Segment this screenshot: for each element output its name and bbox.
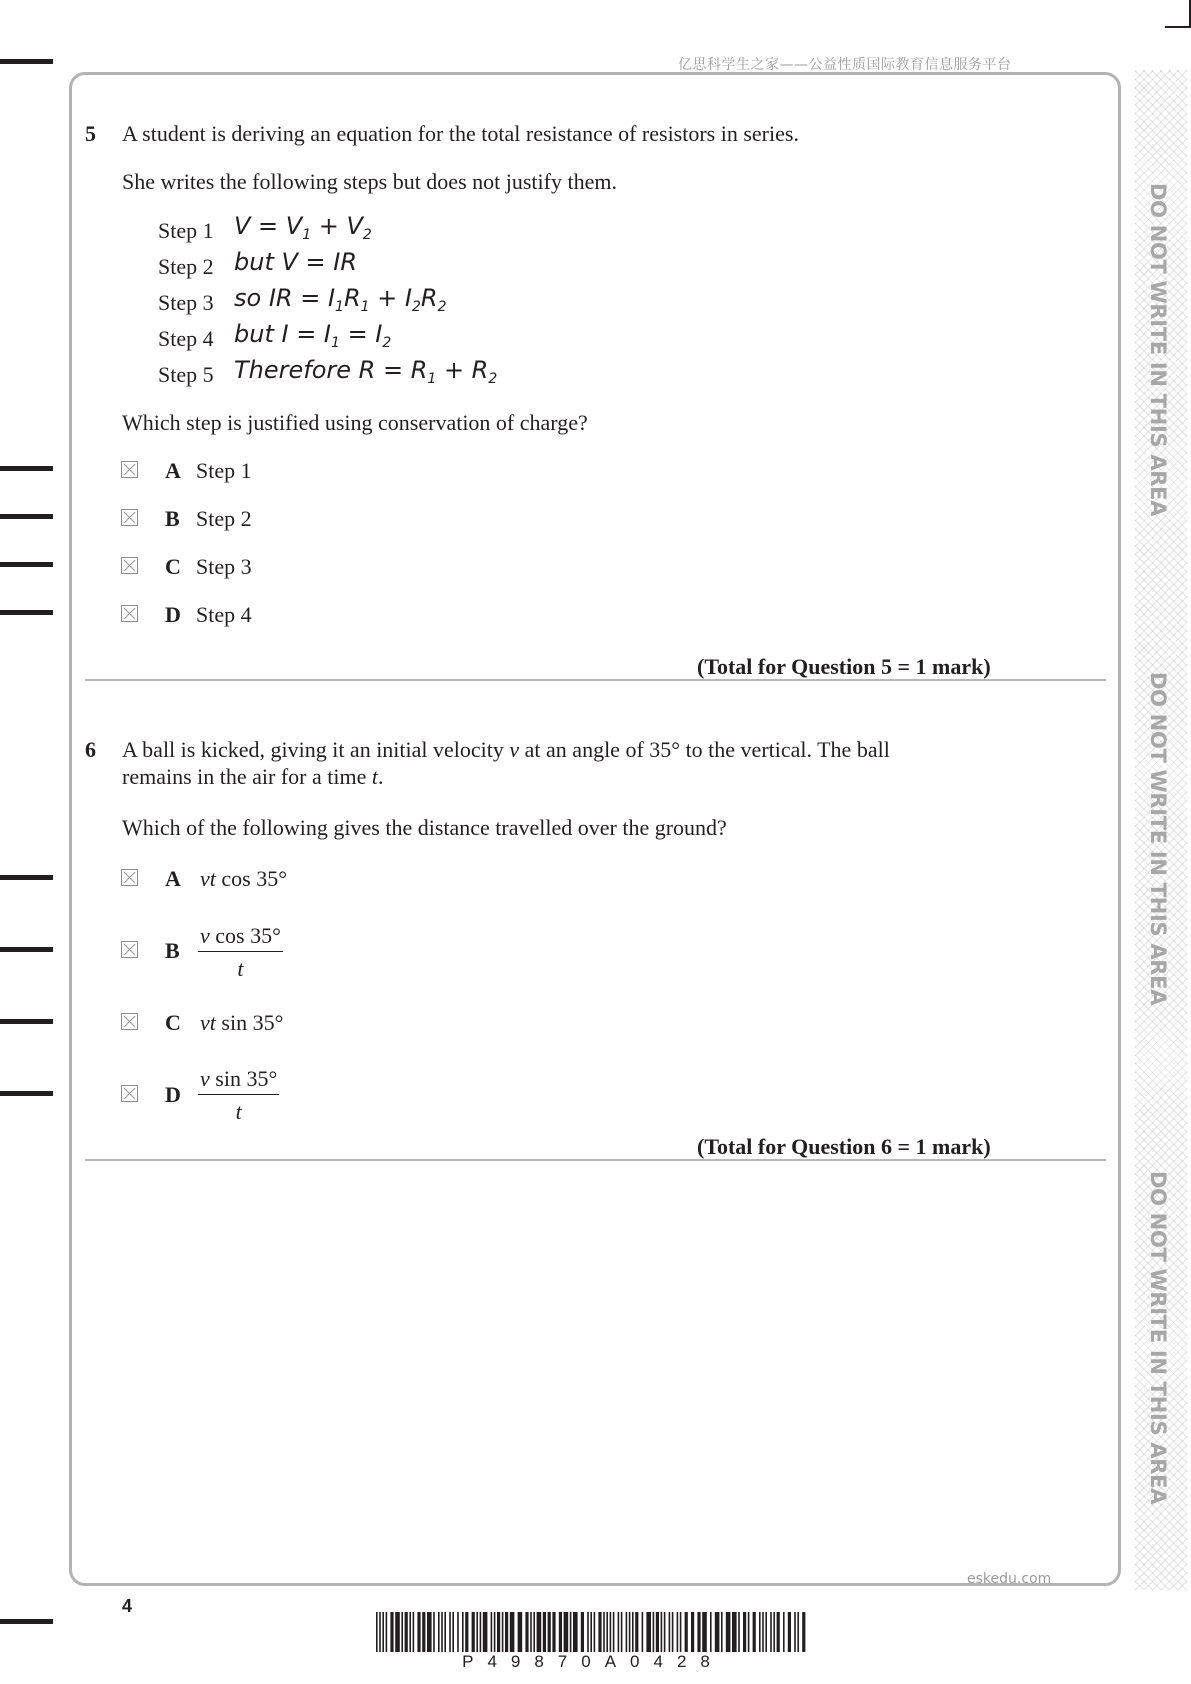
question-6-question: Which of the following gives the distance travelled over the ground?: [122, 815, 727, 840]
crop-mark: [0, 1619, 53, 1624]
question-5-intro: She writes the following steps but does not justify them.: [122, 169, 617, 194]
crop-mark: [0, 610, 53, 615]
cross-icon: [122, 510, 137, 525]
cross-icon: [122, 1086, 137, 1101]
option-c-letter: C: [165, 554, 181, 579]
header-note: 亿思科学生之家——公益性质国际教育信息服务平台: [678, 57, 1012, 73]
cross-icon: [122, 942, 137, 957]
crop-corner-horizontal: [1165, 26, 1191, 28]
question-5-total: (Total for Question 5 = 1 mark): [697, 654, 991, 679]
divider: [85, 1159, 1106, 1161]
question-6-prompt-line-1: A ball is kicked, giving it an initial velocity v at an angle of 35° to the vertical. The ball: [122, 737, 890, 762]
fraction-denominator: t: [235, 1099, 242, 1124]
option-d-letter: D: [165, 602, 181, 627]
crop-mark: [0, 1019, 53, 1024]
option-b-letter: B: [165, 506, 180, 531]
question-5-question: Which step is justified using conservation of charge?: [122, 410, 588, 435]
watermark: eskedu.com: [967, 1571, 1052, 1587]
option-a-checkbox[interactable]: [121, 869, 138, 886]
step-1-label: Step 1: [158, 218, 214, 243]
barcode-text: P49870A0428: [462, 1652, 724, 1671]
option-a-checkbox[interactable]: [121, 461, 138, 478]
crop-mark: [0, 562, 53, 567]
option-a-text: Step 1: [196, 458, 252, 483]
crop-mark: [0, 875, 53, 880]
question-5-prompt: A student is deriving an equation for the total resistance of resistors in series.: [122, 121, 799, 146]
option-d-letter: D: [165, 1082, 181, 1107]
option-b-checkbox[interactable]: [121, 941, 138, 958]
step-3-equation: so IR = $I_1R_1 + I_2R_2$: [234, 284, 447, 315]
question-5-number: 5: [85, 121, 96, 146]
step-2-equation: but V = IR: [234, 248, 358, 276]
option-c-text: Step 3: [196, 554, 252, 579]
option-c-checkbox[interactable]: [121, 1013, 138, 1030]
option-b-fraction: [198, 923, 283, 982]
step-4-equation: but $I = I_1 = I_2$: [234, 320, 392, 351]
option-d-fraction: [198, 1066, 279, 1125]
side-warning-text: DO NOT WRITE IN THIS AREA: [1146, 672, 1170, 1006]
step-5-label: Step 5: [158, 362, 214, 387]
cross-icon: [122, 1014, 137, 1029]
option-a-letter: A: [165, 458, 181, 483]
crop-mark: [0, 514, 53, 519]
option-d-checkbox[interactable]: [121, 1085, 138, 1102]
step-1-equation: $V = V_1 + V_2$: [234, 212, 372, 243]
question-6-number: 6: [85, 737, 96, 762]
side-warning-text: DO NOT WRITE IN THIS AREA: [1146, 1171, 1170, 1505]
option-c-expression: vt sin 35°: [200, 1010, 284, 1035]
step-4-label: Step 4: [158, 326, 214, 351]
option-d-checkbox[interactable]: [121, 605, 138, 622]
option-b-checkbox[interactable]: [121, 509, 138, 526]
cross-icon: [122, 558, 137, 573]
option-c-letter: C: [165, 1010, 181, 1035]
page-number: 4: [122, 1596, 133, 1616]
cross-icon: [122, 462, 137, 477]
option-b-letter: B: [165, 938, 180, 963]
option-a-expression: vt cos 35°: [200, 866, 288, 891]
question-6-total: (Total for Question 6 = 1 mark): [697, 1134, 991, 1159]
step-5-equation: Therefore $R = R_1 + R_2$: [234, 356, 498, 387]
crop-mark: [0, 466, 53, 471]
fraction-numerator: v sin 35°: [198, 1066, 279, 1095]
side-warning-text: DO NOT WRITE IN THIS AREA: [1146, 183, 1170, 517]
option-d-text: Step 4: [196, 602, 252, 627]
cross-icon: [122, 606, 137, 621]
divider: [85, 679, 1106, 681]
barcode: [376, 1612, 810, 1656]
crop-mark: [0, 59, 53, 64]
crop-mark: [0, 947, 53, 952]
step-3-label: Step 3: [158, 290, 214, 315]
cross-icon: [122, 870, 137, 885]
fraction-numerator: v cos 35°: [198, 923, 283, 952]
step-2-label: Step 2: [158, 254, 214, 279]
crop-mark: [0, 1091, 53, 1096]
option-a-letter: A: [165, 866, 181, 891]
option-c-checkbox[interactable]: [121, 557, 138, 574]
option-b-text: Step 2: [196, 506, 252, 531]
question-6-prompt-line-2: remains in the air for a time t.: [122, 764, 384, 789]
fraction-denominator: t: [237, 956, 244, 981]
